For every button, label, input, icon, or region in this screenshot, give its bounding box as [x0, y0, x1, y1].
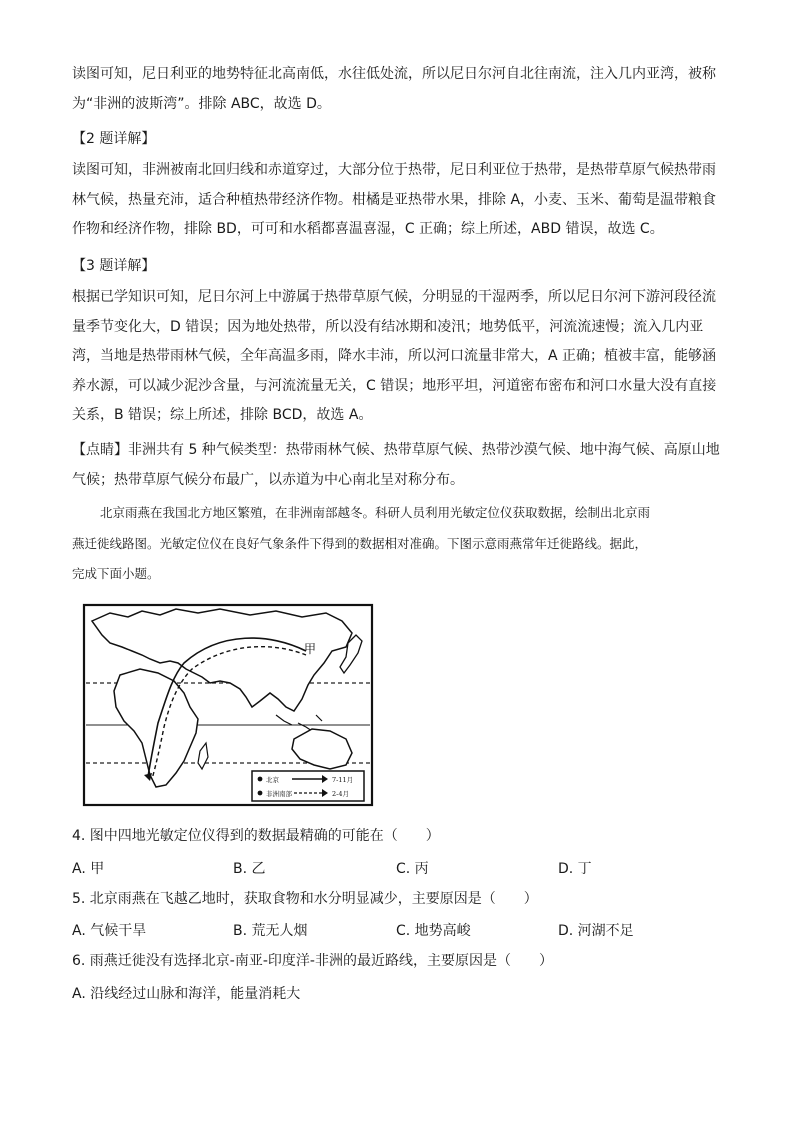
text-line: 气候；热带草原气候分布最广，以赤道为中心南北呈对称分布。	[72, 471, 464, 488]
q5-option-a[interactable]: A. 气候干旱	[72, 923, 147, 939]
text-line: 完成下面小题。	[72, 566, 160, 581]
q5-option-c[interactable]: C. 地势高峻	[396, 923, 471, 939]
text-line: 读图可知，非洲被南北回归线和赤道穿过，大部分位于热带，尼日利亚位于热带，是热带草原气候热带雨	[72, 162, 716, 178]
q5-option-b[interactable]: B. 荒无人烟	[233, 923, 308, 939]
text-line: 量季节变化大，D 错误；因为地处热带，所以没有结冰期和凌汛；地势低平，河流流速慢；流入几内亚	[72, 318, 704, 335]
text-line: 北京雨燕在我国北方地区繁殖，在非洲南部越冬。科研人员利用光敏定位仪获取数据，绘制出北京雨	[100, 505, 651, 520]
q4-option-c[interactable]: C. 丙	[396, 861, 429, 877]
q4-option-b[interactable]: B. 乙	[233, 861, 266, 877]
q3-heading: 【3 题详解】	[72, 258, 156, 274]
text-line: 作物和经济作物，排除 BD，可可和水稻都喜温喜湿，C 正确；综上所述，ABD 错误，故选 C。	[72, 221, 664, 237]
q3-explanation	[72, 283, 722, 431]
text-line: 读图可知，尼日利亚的地势特征北高南低，水往低处流，所以尼日尔河自北往南流，注入几内亚湾，被称	[72, 66, 716, 82]
q4-options	[72, 858, 722, 878]
q6-stem: 6. 雨燕迁徙没有选择北京-南亚-印度洋-非洲的最近路线，主要原因是（ ）	[72, 953, 553, 969]
q4-option-a[interactable]: A. 甲	[72, 861, 105, 877]
q1-explanation	[72, 60, 722, 119]
text-line: 为“非洲的波斯湾”。排除 ABC，故选 D。	[72, 95, 331, 112]
text-line: 林气候，热量充沛，适合种植热带经济作物。柑橘是亚热带水果，排除 A，小麦、玉米、葡萄是温带粮食	[72, 191, 717, 208]
q5-option-d[interactable]: D. 河湖不足	[558, 923, 634, 939]
q4-option-d[interactable]: D. 丁	[558, 861, 592, 877]
legend-months-autumn: 7-11月	[332, 776, 354, 784]
q2-heading: 【2 题详解】	[72, 131, 156, 147]
legend-months-spring: 2-4月	[332, 790, 349, 798]
text-line: 根据已学知识可知，尼日尔河上中游属于热带草原气候，分明显的干湿两季，所以尼日尔河下游河段径流	[72, 289, 716, 305]
text-line: 关系，B 错误；综上所述，排除 BCD，故选 A。	[72, 407, 373, 423]
q6-options	[72, 983, 722, 1003]
legend-label-beijing: 北京	[266, 776, 279, 784]
key-point-note	[72, 436, 722, 495]
q5-options	[72, 920, 722, 940]
q5-stem: 5. 北京雨燕在飞越乙地时，获取食物和水分明显减少，主要原因是（ ）	[72, 891, 538, 907]
q2-explanation	[72, 156, 722, 245]
text-line: 养水源，可以减少泥沙含量，与河流流量无关，C 错误；地形平坦，河道密布密布和河口水量大没有直接	[72, 377, 717, 394]
legend-label-africa: 非洲南部	[266, 790, 292, 798]
migration-route-map	[80, 603, 376, 807]
legend-marker-africa	[258, 791, 263, 796]
question-intro	[72, 498, 722, 590]
q6-option-a[interactable]: A. 沿线经过山脉和海洋，能量消耗大	[72, 986, 301, 1002]
q4-stem: 4. 图中四地光敏定位仪得到的数据最精确的可能在（ ）	[72, 828, 440, 844]
legend-marker-beijing	[258, 777, 263, 782]
place-label-jia: 甲	[304, 642, 317, 656]
text-line: 燕迁徙线路图。光敏定位仪在良好气象条件下得到的数据相对准确。下图示意雨燕常年迁徙路线。据此，	[72, 535, 648, 551]
text-line: 【点睛】非洲共有 5 种气候类型：热带雨林气候、热带草原气候、热带沙漠气候、地中海气候、高原山地	[72, 442, 720, 458]
text-line: 湾，当地是热带雨林气候，全年高温多雨，降水丰沛，所以河口流量非常大，A 正确；植被丰富，能够涵	[72, 348, 717, 364]
